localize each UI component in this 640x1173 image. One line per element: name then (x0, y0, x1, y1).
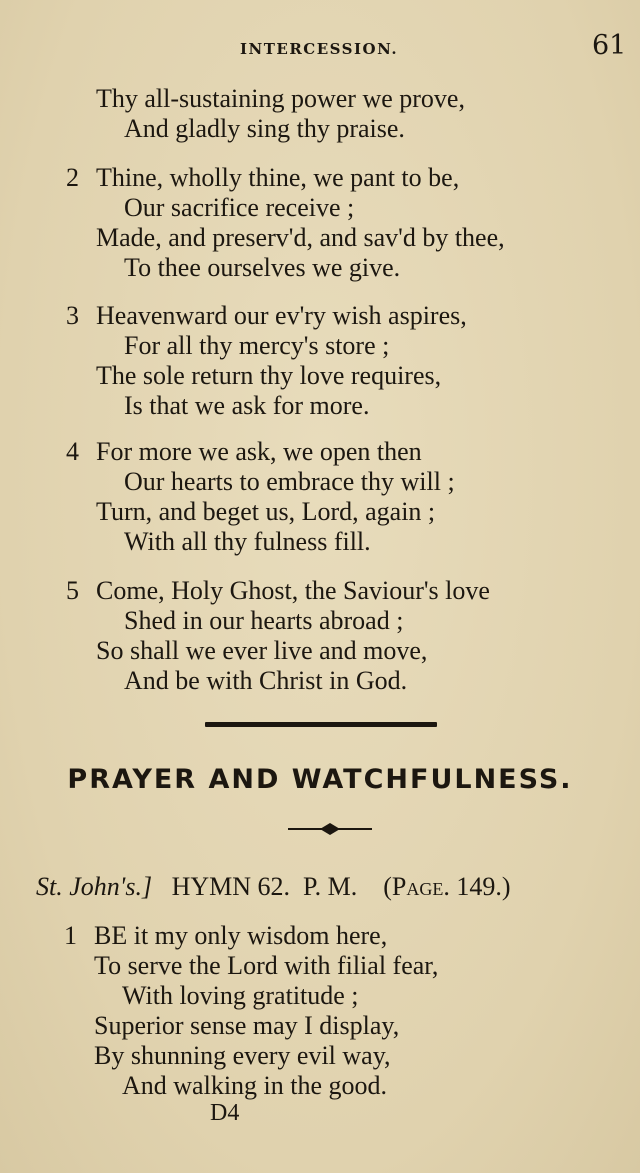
signature-mark: D4 (210, 1100, 240, 1126)
verse-line: Come, Holy Ghost, the Saviour's love (96, 576, 490, 605)
verse-line: And walking in the good. (122, 1071, 388, 1100)
hymn-meter: P. M. (303, 872, 358, 901)
verse-line: For all thy mercy's store ; (124, 331, 390, 360)
verse-line: To serve the Lord with filial fear, (94, 951, 439, 980)
ornament-divider-icon (288, 820, 372, 838)
verse-line: With loving gratitude ; (122, 981, 359, 1010)
verse-line: BE it my only wisdom here, (94, 921, 388, 950)
verse-line: For more we ask, we open then (96, 437, 422, 466)
verse-line: Heavenward our ev'ry wish aspires, (96, 301, 467, 330)
verse-line: The sole return thy love requires, (96, 361, 442, 390)
verse-line: By shunning every evil way, (94, 1041, 391, 1070)
hymn-heading (36, 872, 511, 902)
section-divider-rule (205, 722, 437, 727)
verse-line: Our hearts to embrace thy will ; (124, 467, 455, 496)
hymn-title: HYMN 62. (171, 872, 291, 901)
verse-line: So shall we ever live and move, (96, 636, 428, 665)
verse-line: To thee ourselves we give. (124, 253, 401, 282)
page-number: 61 (592, 30, 627, 61)
verse-line: Turn, and beget us, Lord, again ; (96, 497, 436, 526)
verse-line: Thy all-sustaining power we prove, (96, 84, 465, 113)
verse-line: Shed in our hearts abroad ; (124, 606, 404, 635)
verse-line: With all thy fulness fill. (124, 527, 371, 556)
verse-line: Thine, wholly thine, we pant to be, (96, 163, 460, 192)
running-title: INTERCESSION. (240, 40, 399, 58)
verse-number: 1 (64, 921, 77, 950)
verse-line: And gladly sing thy praise. (124, 114, 405, 143)
section-title: PRAYER AND WATCHFULNESS. (67, 764, 573, 795)
verse-number: 2 (66, 163, 79, 192)
verse-number: 5 (66, 576, 79, 605)
verse-number: 3 (66, 301, 79, 330)
tune-name: St. John's.] (36, 872, 153, 901)
page-reference: (Page. 149.) (383, 872, 511, 901)
verse-line: And be with Christ in God. (124, 666, 408, 695)
verse-number: 4 (66, 437, 79, 466)
verse-line: Superior sense may I display, (94, 1011, 400, 1040)
verse-line: Made, and preserv'd, and sav'd by thee, (96, 223, 505, 252)
verse-line: Is that we ask for more. (124, 391, 370, 420)
verse-line: Our sacrifice receive ; (124, 193, 355, 222)
